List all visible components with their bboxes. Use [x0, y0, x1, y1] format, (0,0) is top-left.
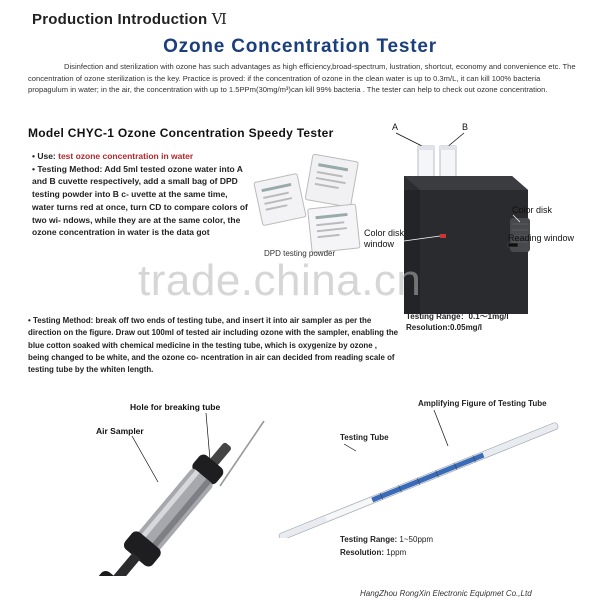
powder-sachet: [254, 173, 306, 225]
color-disk-window: [440, 234, 446, 238]
water-test-description: [32, 150, 252, 239]
reading-window: [508, 243, 518, 247]
cuvette-a-label: A: [392, 122, 399, 132]
air-resolution-value: 1ppm: [386, 548, 407, 557]
footer-company: HangZhou RongXin Electronic Equipmet Co.,Ltd: [360, 589, 532, 598]
air-range-value: 1~50ppm: [399, 535, 434, 544]
use-value: test ozone concentration in water: [58, 151, 194, 161]
powder-sachet: [308, 204, 360, 253]
air-testing-method: • Testing Method: break off two ends of testing tube, and insert it into air sampler as per the direction on the figure. Draw out 100ml of tested air including ozone with the sampler, enabling the blue cotton soaked with chemical medicine in the testing tube, which is oxygenize by ozone , being changed to be white, and the ozone co- ncentration in air can decided from reading scale of testing tube by the whiten length.: [28, 316, 399, 375]
use-label: • Use:: [32, 151, 59, 161]
air-sampler-body: [92, 434, 243, 576]
intro-paragraph: [28, 61, 576, 96]
air-range-label: Testing Range:: [340, 535, 400, 544]
section-title-text: Production Introduction: [32, 11, 208, 28]
section-number: Ⅵ: [211, 10, 228, 28]
water-testing-method: • Testing Method: Add 5ml tested ozone water into A and B cuvette respectively, add a small bag of DPD testing powder into B c- uvette at the same time, water turns red at once, turn CD to compare colors of two wi- ndows, while they are at the same color, the ozone concentration in water is the data got: [32, 163, 248, 238]
amplified-tube-illustration: [258, 408, 588, 538]
powder-sachet: [305, 154, 358, 207]
amplify-label: Amplifying Figure of Testing Tube: [418, 399, 547, 408]
watermark: trade.china.cn: [138, 256, 422, 305]
color-disk-window-line2: window: [364, 239, 395, 249]
sampler-label: Air Sampler: [96, 426, 144, 436]
page-title: Ozone Concentration Tester: [163, 36, 437, 57]
leader-line: [434, 410, 448, 446]
air-resolution: [340, 542, 406, 560]
water-resolution: Resolution:0.05mg/l: [406, 323, 483, 332]
section-title: [32, 10, 227, 28]
water-testing-range: Testing Range：0.1～1mg/l: [406, 312, 509, 321]
amplified-testing-tube: [278, 422, 559, 538]
powder-label: DPD testing powder: [264, 249, 336, 258]
color-disk-window-label: [363, 228, 407, 249]
tube-label: Testing Tube: [340, 433, 389, 442]
use-line: [32, 150, 252, 163]
color-disk-label: Color disk: [512, 205, 553, 215]
air-resolution-label: Resolution:: [340, 548, 387, 557]
water-tester-illustration: [360, 118, 600, 318]
reading-window-label: Reading window: [508, 233, 575, 243]
leader-line: [132, 436, 158, 482]
intro-text: Disinfection and sterilization with ozone has such advantages as high efficiency,broad-spectrum, lustration, shortcut, economy and convenience etc. The concentration of ozone sterilization is the key. Practice is proved: if the concentration of ozone in the clean water is up to 0.3m/L, it can kill 100% bacteria propagulum in water; in the air, the concentration with up to 1.5PPm(30mg/m³)can kill 99% bacteria . The tester can help to check out ozone concentration.: [28, 62, 576, 95]
hole-label: Hole for breaking tube: [130, 402, 221, 412]
color-disk-window-line1: Color disk: [364, 228, 405, 238]
cuvette-b-label: B: [462, 122, 469, 132]
leader-line: [206, 413, 210, 460]
model-title: Model CHYC-1 Ozone Concentration Speedy Tester: [28, 126, 334, 140]
